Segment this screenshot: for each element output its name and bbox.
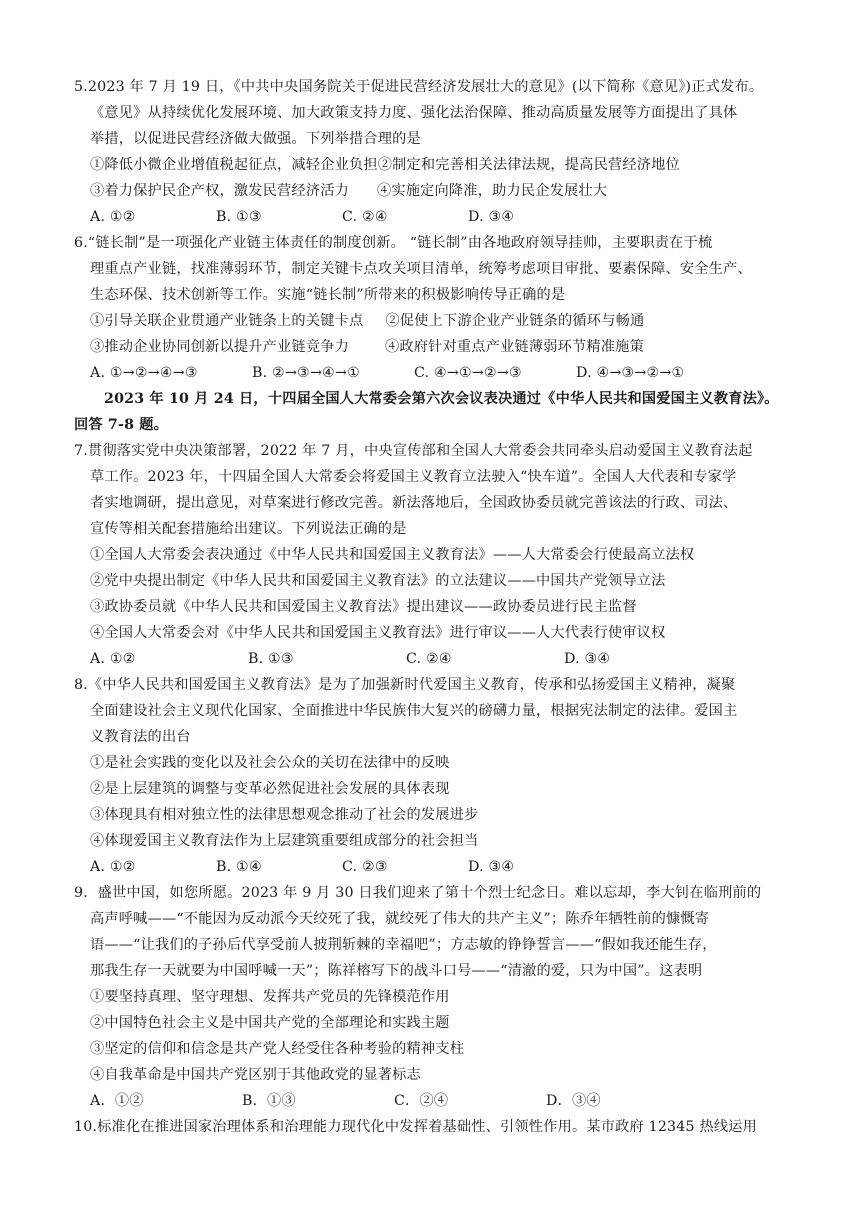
question-7-stem-line: 草工作。2023 年，十四届全国人大常委会将爱国主义教育立法驶入“快车道”。全国人大代表和专家学 [90, 469, 737, 485]
question-9-option-line: ①要坚持真理、坚守理想、发挥共产党员的先锋模范作用 [90, 989, 450, 1005]
question-6 [74, 230, 808, 386]
choice-a: A. ①② [90, 651, 136, 667]
question-6-choices [74, 360, 808, 386]
question-5-option: ④实施定向降准，助力民企发展壮大 [376, 183, 608, 199]
choice-c: C. ②③ [342, 859, 388, 875]
choice-d: D. ③④ [468, 859, 515, 875]
question-6-option-line [74, 334, 808, 360]
question-8-stem-line: 全面建设社会主义现代化国家、全面推进中华民族伟大复兴的磅礴力量，根据宪法制定的法律。爱国主 [90, 703, 738, 719]
choice-a: A. ①② [90, 859, 136, 875]
question-6-stem-line: 生态环保、技术创新等工作。实施“链长制”所带来的积极影响传导正确的是 [90, 287, 566, 303]
question-5-stem-line: 5.2023 年 7 月 19 日，《中共中央国务院关于促进民营经济发展壮大的意见》(以下简称《意见》)正式发布。 [74, 79, 764, 95]
question-7-choices [74, 646, 808, 672]
question-6-option: ②促使上下游企业产业链条的循环与畅通 [385, 313, 645, 329]
question-8-stem-line: 8.《中华人民共和国爱国主义教育法》是为了加强新时代爱国主义教育，传承和弘扬爱国主义精神，凝聚 [74, 677, 736, 693]
question-6-stem-line: 6.“链长制”是一项强化产业链主体责任的制度创新。 “链长制”由各地政府领导挂帅，主要职责在于梳 [74, 235, 713, 251]
question-7-option-line: ②党中央提出制定《中华人民共和国爱国主义教育法》的立法建议——中国共产党领导立法 [90, 573, 666, 589]
question-6-option: ③推动企业协同创新以提升产业链竞争力 [90, 339, 349, 355]
question-8-option-line: ①是社会实践的变化以及社会公众的关切在法律中的反映 [90, 755, 450, 771]
question-6-option: ①引导关联企业贯通产业链条上的关键卡点 [90, 313, 364, 329]
question-10 [74, 1114, 808, 1140]
question-8-option-line: ②是上层建筑的调整与变革必然促进社会发展的具体表现 [90, 781, 450, 797]
question-10-stem-line: 10.标准化在推进国家治理体系和治理能力现代化中发挥着基础性、引领性作用。某市政府 12345 热线运用 [74, 1119, 757, 1135]
question-7-stem-line: 者实地调研，提出意见，对草案进行修改完善。新法落地后，全国政协委员就完善该法的行政、司法、 [90, 495, 738, 511]
choice-d: D. ③④ [468, 209, 515, 225]
choice-d: D. ③④ [564, 651, 611, 667]
choice-d: D. ④→③→②→① [576, 365, 685, 381]
question-9-option-line: ③坚定的信仰和信念是共产党人经受住各种考验的精神支柱 [90, 1041, 465, 1057]
question-9-stem-line: 语——“让我们的子孙后代享受前人披荆斩棘的幸福吧”；方志敏的铮铮誓言——“假如我还能生存， [90, 937, 717, 953]
question-9-option-line: ②中国特色社会主义是中国共产党的全部理论和实践主题 [90, 1015, 450, 1031]
question-8-stem-line: 义教育法的出台 [90, 729, 191, 745]
choice-d: D．③④ [546, 1093, 601, 1109]
choice-c: C. ④→①→②→③ [414, 365, 522, 381]
question-9-stem-line: 高声呼喊——“不能因为反动派今天绞死了我，就绞死了伟大的共产主义”；陈乔年牺牲前的慷慨寄 [90, 911, 710, 927]
question-6-stem-line: 理重点产业链，找准薄弱环节，制定关键卡点攻关项目清单，统筹考虑项目审批、要素保障、安全生产、 [90, 261, 752, 277]
question-9 [74, 880, 808, 1114]
question-5-option-line [74, 178, 808, 204]
question-5-choices [74, 204, 808, 230]
question-5-stem-line: 举措，以促进民营经济做大做强。下列举措合理的是 [90, 131, 421, 147]
question-9-choices [74, 1088, 808, 1114]
question-8 [74, 672, 808, 880]
question-9-option-line: ④自我革命是中国共产党区别于其他政党的显著标志 [90, 1067, 421, 1083]
choice-b: B. ①④ [216, 859, 262, 875]
question-8-option-line: ④体现爱国主义教育法作为上层建筑重要组成部分的社会担当 [90, 833, 479, 849]
choice-a: A．①② [90, 1093, 144, 1109]
question-5 [74, 74, 808, 230]
material-intro-line: 回答 7-8 题。 [74, 417, 169, 433]
choice-c: C. ②④ [406, 651, 452, 667]
question-5-stem-line: 《意见》从持续优化发展环境、加大政策支持力度、强化法治保障、推动高质量发展等方面提出了具体 [90, 105, 738, 121]
question-5-option: ③着力保护民企产权，激发民营经济活力 [90, 183, 349, 199]
question-7-option-line: ①全国人大常委会表决通过《中华人民共和国爱国主义教育法》——人大常委会行使最高立法权 [90, 547, 695, 563]
choice-b: B. ①③ [216, 209, 262, 225]
choice-c: C. ②④ [342, 209, 388, 225]
choice-a: A. ①→②→④→③ [90, 365, 198, 381]
question-9-stem-line: 那我生存一天就要为中国呼喊一天”；陈祥榕写下的战斗口号——“清澈的爱，只为中国”。这表明 [90, 963, 703, 979]
question-5-option-line [74, 152, 808, 178]
question-7 [74, 438, 808, 672]
material-intro-7-8 [74, 386, 808, 438]
question-9-stem-line: 9．盛世中国，如您所愿。2023 年 9 月 30 日我们迎来了第十个烈士纪念日。难以忘却，李大钊在临刑前的 [74, 885, 762, 901]
choice-c: C．②④ [394, 1093, 449, 1109]
question-7-stem-line: 宣传等相关配套措施给出建议。下列说法正确的是 [90, 521, 407, 537]
question-7-option-line: ④全国人大常委会对《中华人民共和国爱国主义教育法》进行审议——人大代表行使审议权 [90, 625, 666, 641]
choice-b: B. ②→③→④→① [252, 365, 360, 381]
choice-b: B．①③ [242, 1093, 296, 1109]
choice-b: B. ①③ [248, 651, 294, 667]
question-7-option-line: ③政协委员就《中华人民共和国爱国主义教育法》提出建议——政协委员进行民主监督 [90, 599, 637, 615]
question-8-option-line: ③体现具有相对独立性的法律思想观念推动了社会的发展进步 [90, 807, 479, 823]
question-7-stem-line: 7.贯彻落实党中央决策部署，2022 年 7 月，中央宣传部和全国人大常委会共同牵头启动爱国主义教育法起 [74, 443, 753, 459]
question-6-option-line [74, 308, 808, 334]
material-intro-line: 2023 年 10 月 24 日，十四届全国人大常委会第六次会议表决通过《中华人民共和国爱国主义教育法》。 [104, 391, 779, 407]
question-8-choices [74, 854, 808, 880]
choice-a: A. ①② [90, 209, 136, 225]
question-6-option: ④政府针对重点产业链薄弱环节精准施策 [384, 339, 644, 355]
question-5-option: ①降低小微企业增值税起征点，减轻企业负担②制定和完善相关法律法规，提高民营经济地位 [90, 157, 680, 173]
